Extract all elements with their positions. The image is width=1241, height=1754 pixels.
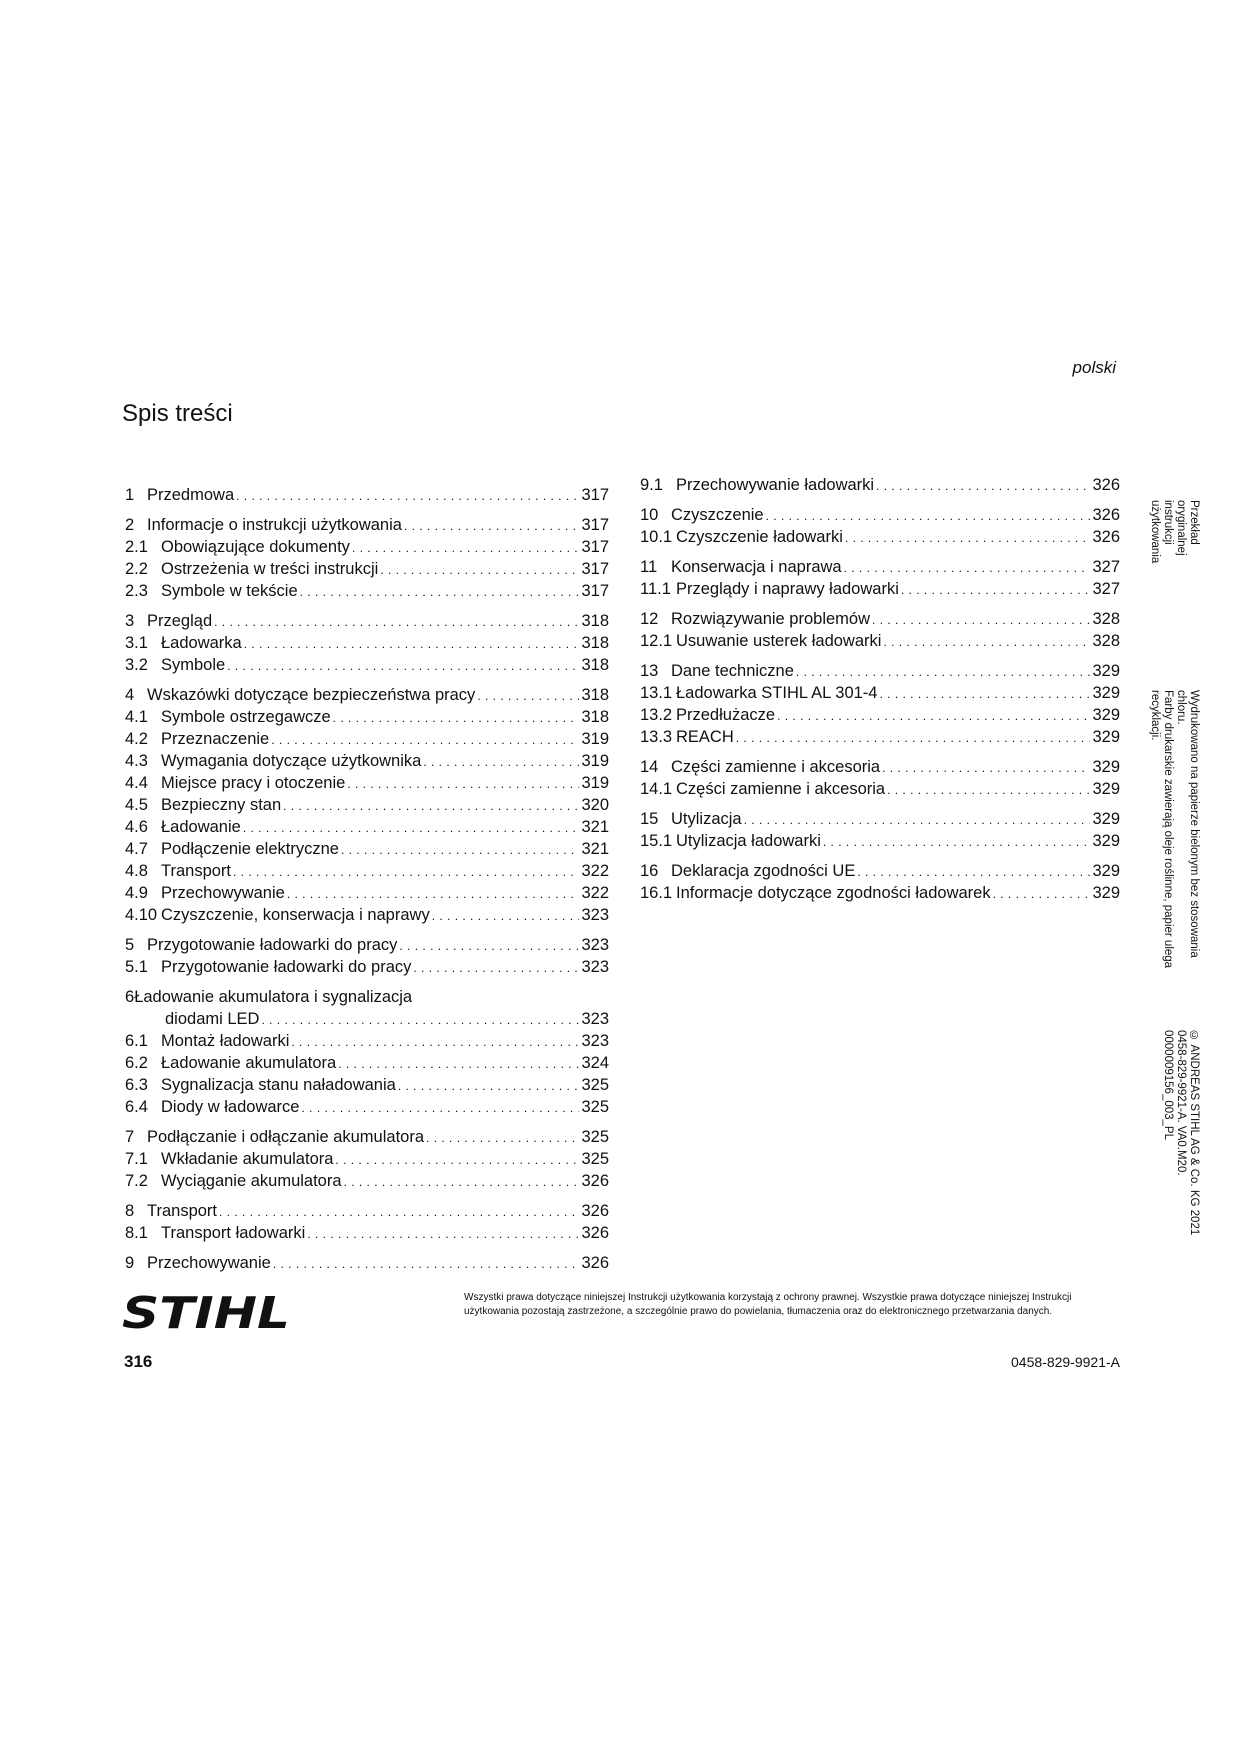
toc-number: 3 [125,612,135,630]
dot-leader [993,882,1091,905]
toc-chapter-entry[interactable] [640,808,1120,830]
toc-label: Symbole w tekście [161,582,298,600]
toc-page-number: 317 [581,582,609,600]
toc-section-entry[interactable] [125,1074,609,1096]
toc-page-number: 317 [581,560,609,578]
dot-leader [352,536,580,559]
toc-section-entry[interactable] [125,580,609,602]
toc-number: 13 [640,662,659,680]
toc-label: Przechowywanie [147,1254,271,1272]
toc-number: 4.1 [125,708,148,726]
toc-number: 4.9 [125,884,148,902]
toc-page-number: 329 [1092,758,1120,776]
toc-label: Transport [161,862,231,880]
dot-leader [901,578,1091,601]
dot-leader [876,474,1090,497]
toc-page-number: 318 [581,708,609,726]
toc-number: 4.3 [125,752,148,770]
dot-leader [872,608,1090,631]
toc-number: 6.2 [125,1054,148,1072]
dot-leader [423,750,579,773]
toc-number: 2 [125,516,135,534]
toc-label: Symbole ostrzegawcze [161,708,331,726]
dot-leader [399,934,579,957]
toc-section-entry[interactable] [125,632,609,654]
toc-number: 7 [125,1128,135,1146]
toc-label: Ładowanie akumulatora [161,1054,337,1072]
toc-page-number: 329 [1092,810,1120,828]
toc-section-entry[interactable] [125,860,609,882]
toc-section-entry[interactable] [125,1052,609,1074]
dot-leader [477,684,579,707]
dot-leader [341,838,580,861]
toc-page-number: 323 [581,906,609,924]
toc-number: 10.1 [640,528,673,546]
dot-leader [882,756,1090,779]
toc-number: 4.5 [125,796,148,814]
dot-leader [844,556,1091,579]
toc-section-entry[interactable] [640,882,1120,904]
toc-page-number: 323 [581,958,609,976]
toc-chapter-entry[interactable] [640,608,1120,630]
toc-label: Transport [147,1202,217,1220]
page-title: Spis treści [122,400,233,427]
toc-label: Przygotowanie ładowarki do pracy [161,958,412,976]
toc-page-number: 317 [581,538,609,556]
dot-leader [291,1030,579,1053]
toc-page-number: 327 [1092,558,1120,576]
toc-label: Przedłużacze [676,706,776,724]
dot-leader [244,632,580,655]
dot-leader [214,610,579,633]
dot-leader [219,1200,579,1223]
dot-leader [380,558,579,581]
toc-page-number: 326 [581,1202,609,1220]
dot-leader [887,778,1090,801]
toc-label: Przygotowanie ładowarki do pracy [147,936,398,954]
toc-label: Przedmowa [147,486,235,504]
toc-number: 6 [125,988,135,1006]
toc-chapter-entry[interactable] [640,504,1120,526]
toc-chapter-entry[interactable] [125,484,609,506]
toc-number: 7.1 [125,1150,148,1168]
dot-leader [307,1222,579,1245]
toc-page-number: 329 [1092,684,1120,702]
toc-number: 6.3 [125,1076,148,1094]
printing-note: Wydrukowano na papierze bielonym bez stosowania chloru. Farby drukarskie zawierają oleje roślinne, papier ulega recyklacji. [1149,690,1200,969]
toc-label: Ostrzeżenia w treści instrukcji [161,560,379,578]
toc-label: Przeznaczenie [161,730,270,748]
toc-section-entry[interactable] [125,536,609,558]
toc-number: 3.1 [125,634,148,652]
dot-leader [273,1252,580,1275]
toc-section-entry[interactable] [125,654,609,676]
toc-label: Wkładanie akumulatora [161,1150,334,1168]
toc-label: Informacje dotyczące zgodności ładowarek [676,884,991,902]
toc-section-entry[interactable] [640,778,1120,800]
toc-label-continued: diodami LED [165,1010,260,1028]
dot-leader [287,882,580,905]
toc-section-entry[interactable] [640,830,1120,852]
toc-label: Czyszczenie, konserwacja i naprawy [161,906,430,924]
toc-page-number: 323 [581,1010,609,1028]
toc-section-entry[interactable] [125,706,609,728]
toc-chapter-entry[interactable] [125,986,609,1030]
toc-number: 2.2 [125,560,148,578]
toc-label: Diody w ładowarce [161,1098,300,1116]
toc-page-number: 318 [581,656,609,674]
toc-number: 12 [640,610,659,628]
toc-page-number: 318 [581,612,609,630]
toc-page-number: 329 [1092,706,1120,724]
toc-chapter-entry[interactable] [640,860,1120,882]
toc-number: 2.1 [125,538,148,556]
dot-leader [283,794,579,817]
dot-leader [766,504,1091,527]
toc-number: 9 [125,1254,135,1272]
stihl-logo [120,1290,292,1334]
toc-section-entry[interactable] [640,682,1120,704]
dot-leader [236,484,579,507]
toc-page-number: 326 [1092,528,1120,546]
toc-label: Czyszczenie [671,506,764,524]
toc-page-number: 317 [581,516,609,534]
toc-chapter-entry[interactable] [125,1200,609,1222]
toc-number: 16.1 [640,884,673,902]
toc-page-number: 317 [581,486,609,504]
toc-label: Miejsce pracy i otoczenie [161,774,346,792]
toc-page-number: 326 [1092,506,1120,524]
toc-page-number: 319 [581,774,609,792]
toc-page-number: 319 [581,752,609,770]
toc-number: 15 [640,810,659,828]
translation-note: Przekład oryginalnej instrukcji użytkowania [1149,500,1200,564]
toc-section-entry[interactable] [125,750,609,772]
toc-label: Rozwiązywanie problemów [671,610,870,628]
dot-leader [744,808,1091,831]
toc-label: Utylizacja ładowarki [676,832,821,850]
toc-section-entry[interactable] [640,474,1120,496]
dot-leader [398,1074,580,1097]
dot-leader [777,704,1090,727]
dot-leader [796,660,1091,683]
toc-page-number: 325 [581,1098,609,1116]
toc-label: Utylizacja [671,810,742,828]
toc-page-number: 323 [581,1032,609,1050]
page-number: 316 [124,1352,153,1371]
dot-leader [736,726,1091,749]
dot-leader [845,526,1091,549]
toc-label: REACH [676,728,734,746]
toc-section-entry[interactable] [125,558,609,580]
toc-number: 15.1 [640,832,673,850]
toc-label: Sygnalizacja stanu naładowania [161,1076,396,1094]
toc-section-entry[interactable] [640,578,1120,600]
toc-label: Bezpieczny stan [161,796,282,814]
toc-page-number: 325 [581,1150,609,1168]
dot-leader [271,728,579,751]
toc-page-number: 327 [1092,580,1120,598]
toc-chapter-entry[interactable] [640,556,1120,578]
toc-page-number: 321 [581,840,609,858]
toc-page-number: 318 [581,686,609,704]
toc-section-entry[interactable] [640,630,1120,652]
toc-number: 8 [125,1202,135,1220]
toc-section-entry[interactable] [125,1096,609,1118]
toc-number: 11 [640,558,658,576]
toc-label: Usuwanie usterek ładowarki [676,632,882,650]
toc-label: Montaż ładowarki [161,1032,290,1050]
toc-section-entry[interactable] [125,1222,609,1244]
toc-number: 3.2 [125,656,148,674]
toc-label: Czyszczenie ładowarki [676,528,843,546]
toc-label: Części zamienne i akcesoria [676,780,886,798]
dot-leader [338,1052,579,1075]
toc-number: 12.1 [640,632,673,650]
toc-label: Deklaracja zgodności UE [671,862,856,880]
toc-page-number: 325 [581,1128,609,1146]
toc-number: 6.4 [125,1098,148,1116]
toc-number: 7.2 [125,1172,148,1190]
dot-leader [857,860,1090,883]
toc-page-number: 329 [1092,728,1120,746]
toc-page-number: 326 [1092,476,1120,494]
toc-left-column [125,484,609,1274]
dot-leader [333,706,580,729]
toc-chapter-entry[interactable] [125,514,609,536]
toc-page-number: 329 [1092,862,1120,880]
toc-number: 9.1 [640,476,663,494]
toc-label: Części zamienne i akcesoria [671,758,881,776]
toc-page-number: 325 [581,1076,609,1094]
toc-page-number: 324 [581,1054,609,1072]
toc-label: Przegląd [147,612,213,630]
toc-number: 5 [125,936,135,954]
toc-label: Wskazówki dotyczące bezpieczeństwa pracy [147,686,476,704]
toc-section-entry[interactable] [125,956,609,978]
toc-section-entry[interactable] [125,794,609,816]
toc-page-number: 322 [581,862,609,880]
toc-section-entry[interactable] [125,1148,609,1170]
toc-section-entry[interactable] [125,882,609,904]
dot-leader [404,514,580,537]
toc-page-number: 328 [1092,632,1120,650]
language-label: polski [1072,358,1116,377]
toc-label: Przechowywanie [161,884,285,902]
toc-label: Wymagania dotyczące użytkownika [161,752,422,770]
toc-chapter-entry[interactable] [125,684,609,706]
toc-section-entry[interactable] [125,838,609,860]
toc-section-entry[interactable] [640,726,1120,748]
toc-label: Ładowanie [161,818,241,836]
toc-page-number: 329 [1092,832,1120,850]
toc-page-number: 328 [1092,610,1120,628]
dot-leader [413,956,579,979]
toc-section-entry[interactable] [640,704,1120,726]
copyright-note: © ANDREAS STIHL AG & Co. KG 2021 0458-829-9921-A. VA0.M20. 0000009156_003_PL [1162,1030,1200,1236]
toc-number: 13.2 [640,706,673,724]
toc-page-number: 322 [581,884,609,902]
sidebar-notes [1130,500,1200,1260]
toc-section-entry[interactable] [125,772,609,794]
toc-section-entry[interactable] [125,816,609,838]
toc-page-number: 323 [581,936,609,954]
dot-leader [347,772,579,795]
toc-label: Informacje o instrukcji użytkowania [147,516,402,534]
toc-chapter-entry[interactable] [640,660,1120,682]
toc-number: 4.4 [125,774,148,792]
toc-number: 11.1 [640,580,671,598]
toc-chapter-entry[interactable] [125,610,609,632]
toc-number: 4.6 [125,818,148,836]
toc-section-entry[interactable] [125,1030,609,1052]
toc-number: 4 [125,686,135,704]
toc-number: 4.10 [125,906,158,924]
toc-right-column [640,474,1120,904]
rights-notice: Wszystki prawa dotyczące niniejszej Instrukcji użytkowania korzystają z ochrony prawnej. Wszystkie prawa dotyczące niniejszej Instrukcji użytkowania pozostają zastrzeżone, a szczególnie prawo do powielania, tłumaczenia oraz do elektronicznego przetwarzania danych. [464,1292,1072,1317]
toc-label: Wyciąganie akumulatora [161,1172,342,1190]
toc-number: 14.1 [640,780,673,798]
toc-page-number: 318 [581,634,609,652]
toc-label: Podłączanie i odłączanie akumulatora [147,1128,425,1146]
toc-number: 13.3 [640,728,673,746]
dot-leader [344,1170,580,1193]
toc-label: Ładowanie akumulatora i sygnalizacja [134,988,413,1006]
toc-chapter-entry[interactable] [640,756,1120,778]
toc-number: 4.7 [125,840,148,858]
toc-label: Obowiązujące dokumenty [161,538,350,556]
toc-section-entry[interactable] [125,728,609,750]
toc-label: Przeglądy i naprawy ładowarki [676,580,899,598]
toc-number: 1 [125,486,135,504]
toc-page-number: 326 [581,1224,609,1242]
dot-leader [432,904,580,927]
dot-leader [243,816,580,839]
dot-leader [335,1148,579,1171]
toc-label: Konserwacja i naprawa [671,558,842,576]
toc-number: 13.1 [640,684,673,702]
toc-page-number: 329 [1092,780,1120,798]
toc-page-number: 329 [1092,662,1120,680]
toc-page-number: 319 [581,730,609,748]
dot-leader [227,654,579,677]
document-code: 0458-829-9921-A [1011,1354,1120,1370]
toc-number: 2.3 [125,582,148,600]
dot-leader [233,860,579,883]
toc-label: Ładowarka [161,634,242,652]
toc-label: Podłączenie elektryczne [161,840,339,858]
dot-leader [426,1126,579,1149]
dot-leader [879,682,1090,705]
toc-number: 4.2 [125,730,148,748]
toc-number: 14 [640,758,659,776]
toc-page-number: 326 [581,1172,609,1190]
dot-leader [883,630,1090,653]
dot-leader [823,830,1091,853]
stihl-logo-text: STIHL [122,1290,290,1334]
toc-chapter-entry[interactable] [125,1252,609,1274]
toc-section-entry[interactable] [125,904,609,926]
toc-page-number: 329 [1092,884,1120,902]
toc-number: 16 [640,862,659,880]
toc-section-entry[interactable] [640,526,1120,548]
toc-section-entry[interactable] [125,1170,609,1192]
dot-leader [300,580,580,603]
toc-number: 6.1 [125,1032,148,1050]
dot-leader [301,1096,579,1119]
toc-label: Przechowywanie ładowarki [676,476,875,494]
toc-chapter-entry[interactable] [125,934,609,956]
toc-label: Symbole [161,656,226,674]
toc-label: Transport ładowarki [161,1224,306,1242]
dot-leader [261,1008,579,1031]
toc-number: 8.1 [125,1224,148,1242]
toc-number: 4.8 [125,862,148,880]
toc-chapter-entry[interactable] [125,1126,609,1148]
toc-label: Ładowarka STIHL AL 301-4 [676,684,878,702]
toc-page-number: 320 [581,796,609,814]
toc-number: 10 [640,506,659,524]
toc-page-number: 326 [581,1254,609,1272]
toc-label: Dane techniczne [671,662,794,680]
toc-page-number: 321 [581,818,609,836]
toc-number: 5.1 [125,958,148,976]
